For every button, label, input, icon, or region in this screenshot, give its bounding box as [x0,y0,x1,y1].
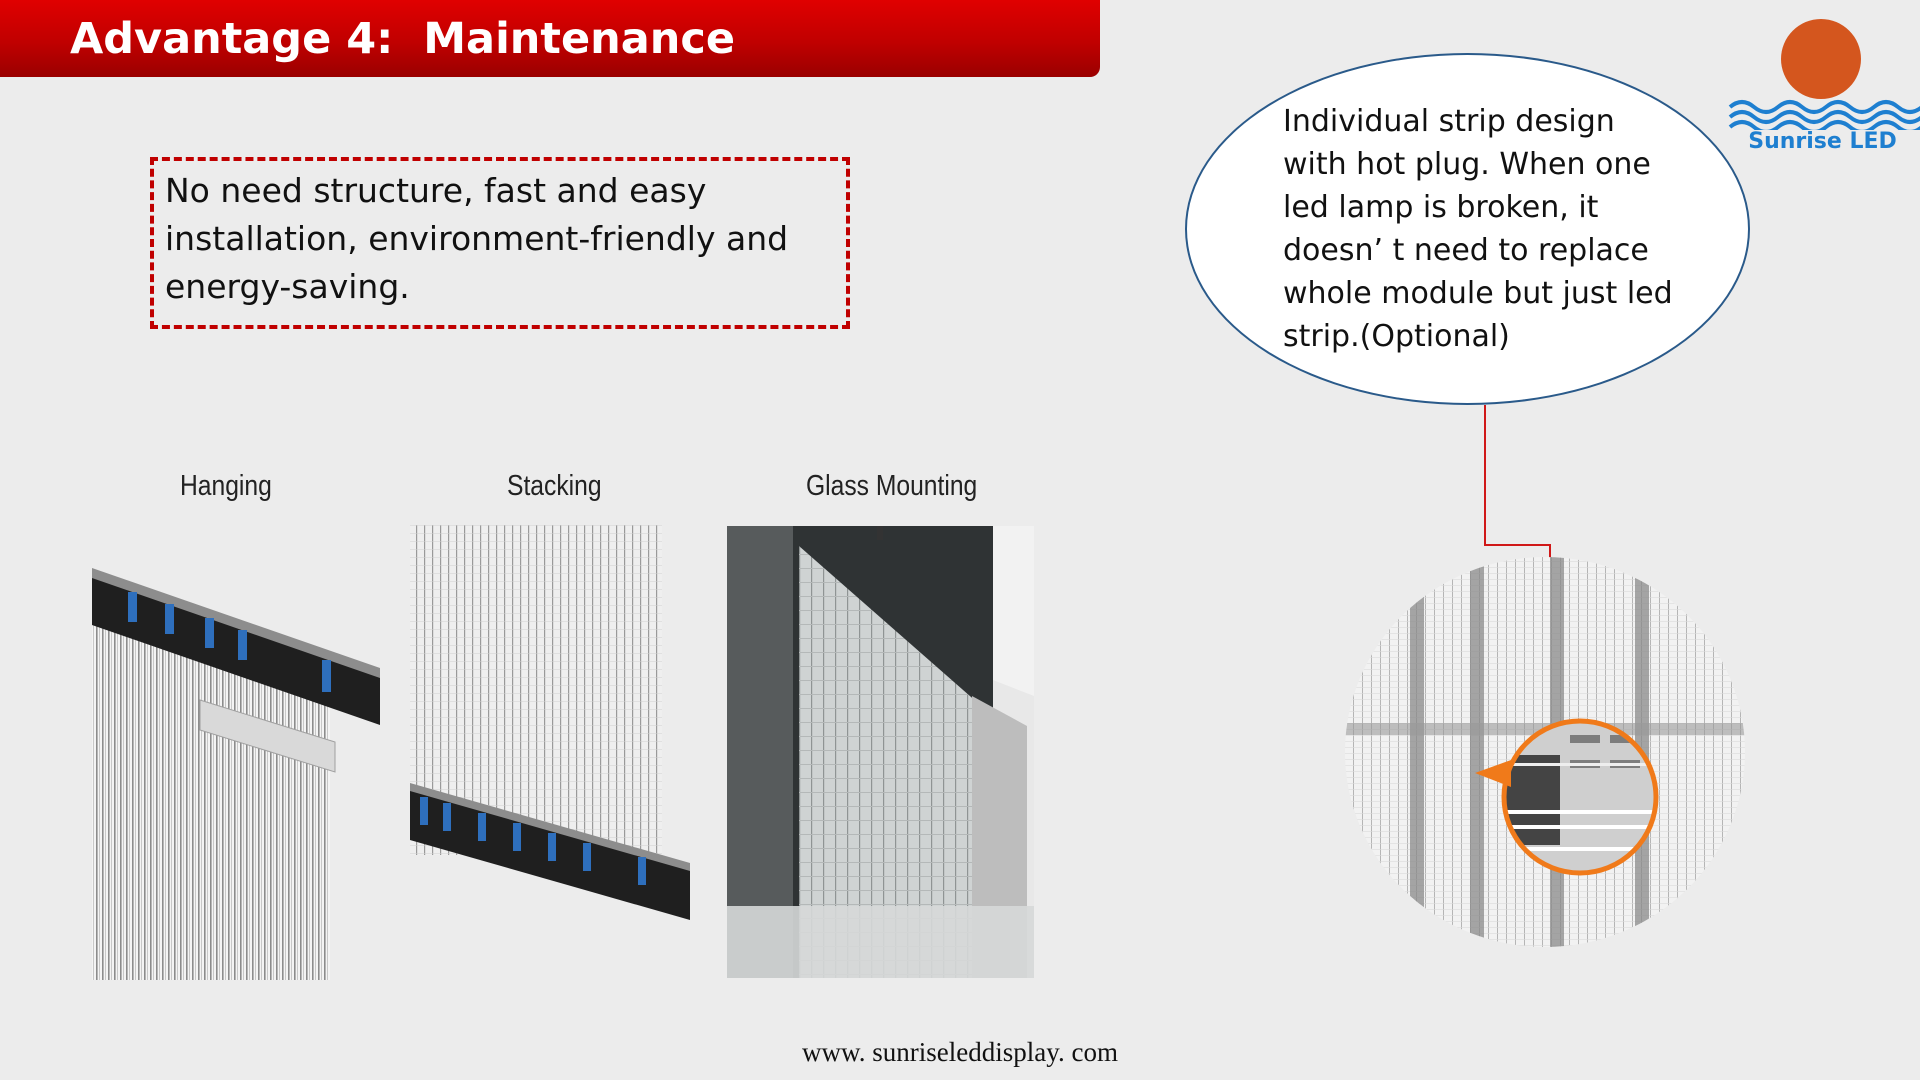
intro-text: No need structure, fast and easy installation, environment-friendly and energy-saving. [165,171,789,306]
strip-detail-image [1335,555,1755,950]
footer-url: www. sunriseleddisplay. com [802,1037,1118,1067]
glass-mounting-image [727,526,1034,978]
stacking-image [408,525,690,920]
hanging-image [90,560,390,980]
caption-stacking: Stacking [507,470,602,502]
sun-over-waves-icon [1725,15,1920,130]
caption-hanging: Hanging [180,470,272,502]
brand-logo [1725,15,1920,165]
page-title: Advantage 4: Maintenance [70,14,736,64]
callout-text: Individual strip design with hot plug. When one led lamp is broken, it doesn’ t need to replace whole module but just led strip.(Optional) [1283,104,1673,354]
caption-glass-mounting: Glass Mounting [806,470,978,502]
brand-name: Sunrise LED [1748,129,1897,154]
